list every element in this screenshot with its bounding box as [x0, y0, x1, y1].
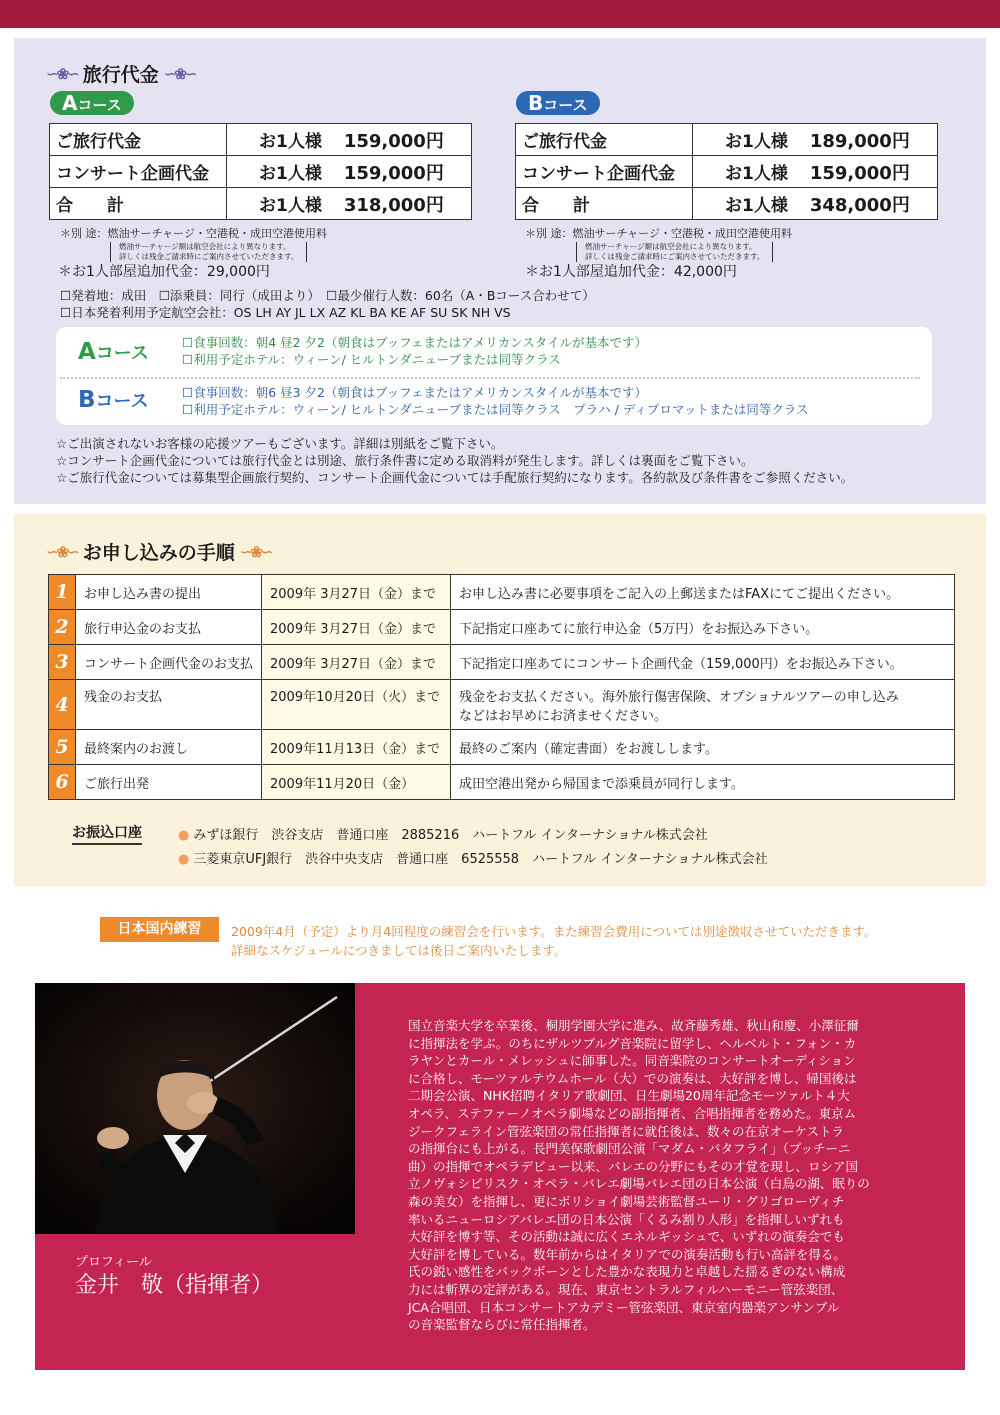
- conductor-name: 金井 敬（指揮者）: [75, 1273, 274, 1298]
- bullet-icon: ●: [178, 828, 190, 843]
- bank-account-title: お振込口座: [72, 822, 142, 845]
- travel-price-section: [14, 38, 986, 504]
- ornament-right-icon: ∽❀∽: [239, 542, 272, 561]
- table-row: コンサート企画代金 お1人様 159,000円: [50, 156, 472, 188]
- course-a-hotel: ☐利用予定ホテル：ウィーン/ ヒルトンダニューブまたは同等クラス: [182, 352, 561, 367]
- note-supporter-tour: ☆ご出演されないお客様の応援ツアーもございます。詳細は別紙をご覧下さい。: [56, 436, 504, 451]
- course-b-hotel: ☐利用予定ホテル：ウィーン/ ヒルトンダニューブまたは同等クラス プラハ / ディプロマットまたは同等クラス: [182, 402, 809, 417]
- note-contract: ☆ご旅行代金については募集型企画旅行契約、コンサート企画代金については手配旅行契約になります。各約款及び条件書をご参照ください。: [56, 470, 854, 485]
- course-a-label: Aコース: [78, 339, 149, 365]
- bank-account-mizuho: ● みずほ銀行 渋谷支店 普通口座 2885216 ハートフル インターナショナル株式会社: [178, 828, 708, 843]
- table-row: 合 計 お1人様 348,000円: [516, 188, 938, 220]
- table-row: 6 ご旅行出発 2009年11月20日（金） 成田空港出発から帰国まで添乗員が同行します。: [49, 765, 955, 800]
- table-row: コンサート企画代金 お1人様 159,000円: [516, 156, 938, 188]
- course-b-meals: ☐食事回数：朝6 昼3 夕2（朝食はブッフェまたはアメリカンスタイルが基本です）: [182, 385, 648, 400]
- course-b-extra-note: ＊別 途：燃油サーチャージ・空港税・成田空港使用料: [525, 227, 792, 240]
- practice-text-line-1: 2009年4月（予定）より月4回程度の練習会を行います。また練習会費用については別途徴収させていただきます。: [231, 924, 877, 939]
- course-a-meals: ☐食事回数：朝4 昼2 夕2（朝食はブッフェまたはアメリカンスタイルが基本です）: [182, 335, 648, 350]
- course-b-badge: Bコース: [516, 91, 600, 115]
- course-a-badge: Aコース: [50, 91, 134, 115]
- course-a-room-fee: ＊お1人部屋追加代金：29,000円: [58, 264, 270, 280]
- bullet-icon: ●: [178, 852, 190, 867]
- table-row: 4 残金のお支払 2009年10月20日（火）まで 残金をお支払ください。海外旅行傷害保険、オプショナルツアーの申し込み などはお早めにお済ませください。: [49, 680, 955, 730]
- ornament-left-icon: ∽❀∽: [46, 64, 78, 83]
- bank-account-mufg: ● 三菱東京UFJ銀行 渋谷中央支店 普通口座 6525558 ハートフル インターナショナル株式会社: [178, 852, 768, 867]
- course-a-extra-note: ＊別 途：燃油サーチャージ・空港税・成田空港使用料: [60, 227, 327, 240]
- course-b-fuel-note: 燃油サーチャージ額は航空会社により異なります。 詳しくは残金ご請求時にご案内させていただきます。: [576, 242, 773, 262]
- conductor-biography: 国立音楽大学を卒業後、桐朋学園大学に進み、故斉藤秀雄、秋山和慶、小澤征爾 に指揮法を学ぶ。のちにザルツブルグ音楽院に留学し、ヘルベルト・フォン・カ ラヤンとカール・メレッシュに師事した。同音楽院のコンサートオーディション に合格し、モーツァルテウムホール（大）での演奏は、大好評を博し、帰国後は 二期会公演、NHK招聘イタリア歌劇団、日生劇場20周年記念モーツァルト４大 オペラ、ステファーノオペラ劇場などの副指揮者、合唱指揮者を務めた。東京ム ジークフェライン管弦楽団の常任指揮者に就任後は、数々の在京オーケストラ の指揮台にも上がる。長門美保歌劇団公演「マダム・バタフライ」（プッチーニ 曲）の指揮でオペラデビュー以来、バレエの分野にもその才覚を現し、ロシア国 立ノヴォシビリスク・オペラ・バレエ劇場バレエ団の日本公演（白鳥の湖、眠りの 森の美女）を指揮し、更にボリショイ劇場芸術監督ユーリ・グリゴローヴィチ 率いるニューロシアバレエ団の日本公演「くるみ割り人形」を指揮しいずれも 大好評を博す等、その活動は誠に広くエネルギッシュで、いずれの演奏会でも 大好評を博している。数年前からはイタリアでの演奏活動も行い高評を得る。 氏の鋭い感性をバックボーンとした豊かな表現力と卓越した揺るぎのない構成 力には斬界の定評がある。現在、東京セントラルフィルハーモニー管弦楽団、 JCA合唱団、日本コンサートアカデミー管弦楽団、東京室内器楽アンサンブル の音楽監督ならびに常任指揮者。: [408, 1018, 870, 1333]
- airline-info: ☐日本発着利用予定航空会社：OS LH AY JL LX AZ KL BA KE AF SU SK NH VS: [60, 305, 511, 320]
- table-row: 5 最終案内のお渡し 2009年11月13日（金）まで 最終のご案内（確定書面）をお渡しします。: [49, 730, 955, 765]
- note-cancellation: ☆コンサート企画代金については旅行代金とは別途、旅行条件書に定める取消料が発生します。詳しくは裏面をご覧下さい。: [56, 453, 754, 468]
- course-a-price-table: [49, 123, 472, 220]
- ornament-right-icon: ∽❀∽: [163, 64, 196, 83]
- course-b-room-fee: ＊お1人部屋追加代金：42,000円: [525, 264, 737, 280]
- divider: [60, 377, 920, 379]
- conductor-profile: [35, 983, 965, 1370]
- table-row: 2 旅行申込金のお支払 2009年 3月27日（金）まで 下記指定口座あてに旅行申込金（5万円）をお振込み下さい。: [49, 610, 955, 645]
- course-b-label: Bコース: [78, 387, 149, 413]
- table-row: ご旅行代金 お1人様 159,000円: [50, 124, 472, 156]
- course-b-price-table: [515, 123, 938, 220]
- section-title-travel-price: ∽❀∽ 旅行代金 ∽❀∽: [46, 64, 196, 86]
- course-a-fuel-note: 燃油サーチャージ額は航空会社により異なります。 詳しくは残金ご請求時にご案内させていただきます。: [110, 242, 307, 262]
- conductor-silhouette-icon: [35, 983, 355, 1234]
- table-row: 3 コンサート企画代金のお支払 2009年 3月27日（金）まで 下記指定口座あてにコンサート企画代金（159,000円）をお振込み下さい。: [49, 645, 955, 680]
- table-row: 1 お申し込み書の提出 2009年 3月27日（金）まで お申し込み書に必要事項をご記入の上郵送またはFAXにてご提出ください。: [49, 575, 955, 610]
- section-title-procedure: ∽❀∽ お申し込みの手順 ∽❀∽: [46, 542, 272, 564]
- course-details-box: [56, 327, 932, 425]
- procedure-steps-table: [48, 574, 955, 800]
- domestic-practice-badge: 日本国内練習: [100, 917, 219, 942]
- table-row: ご旅行代金 お1人様 189,000円: [516, 124, 938, 156]
- application-procedure-section: [14, 514, 986, 886]
- top-decorative-bar: [0, 0, 1000, 28]
- conductor-photo: [35, 983, 355, 1234]
- profile-label: プロフィール: [75, 1255, 152, 1270]
- practice-text-line-2: 詳細なスケジュールにつきましては後日ご案内いたします。: [231, 943, 567, 958]
- departure-info: ☐発着地：成田 ☐添乗員：同行（成田より） ☐最少催行人数：60名（A・Bコース合わせて）: [60, 288, 595, 303]
- table-row: 合 計 お1人様 318,000円: [50, 188, 472, 220]
- ornament-left-icon: ∽❀∽: [46, 542, 78, 561]
